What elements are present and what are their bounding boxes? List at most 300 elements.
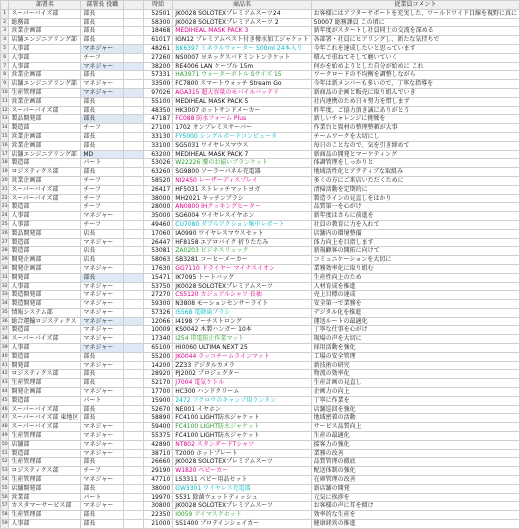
wage-cell[interactable]: 58300 bbox=[144, 18, 173, 27]
department-cell[interactable]: 製造部 bbox=[9, 247, 81, 256]
comment-cell[interactable]: 新規顧客の開拓に向けて bbox=[311, 247, 519, 256]
empty-cell[interactable] bbox=[124, 458, 144, 467]
empty-cell[interactable] bbox=[124, 141, 144, 150]
empty-cell[interactable] bbox=[124, 168, 144, 177]
wage-cell[interactable]: 15900 bbox=[144, 396, 173, 405]
empty-cell[interactable] bbox=[124, 467, 144, 476]
title-cell[interactable]: MD bbox=[81, 150, 124, 159]
title-cell[interactable]: 部長 bbox=[81, 36, 124, 45]
wage-cell[interactable]: 63200 bbox=[144, 150, 173, 159]
wage-cell[interactable]: 27260 bbox=[144, 53, 173, 62]
department-cell[interactable]: 人事部 bbox=[9, 53, 81, 62]
product-cell[interactable]: HI0060 ULTIMA NEXT 25 bbox=[173, 344, 311, 353]
department-cell[interactable]: 店舗部 bbox=[9, 440, 81, 449]
title-cell[interactable]: マネジャー bbox=[81, 423, 124, 432]
row-number[interactable]: 50 bbox=[1, 440, 9, 449]
product-cell[interactable]: SS1400 プロテインシェイカー bbox=[173, 520, 311, 529]
row-number[interactable]: 22 bbox=[1, 194, 9, 203]
row-number[interactable]: 29 bbox=[1, 256, 9, 265]
department-cell[interactable]: 情報システム部 bbox=[9, 308, 81, 317]
wage-cell[interactable]: 38710 bbox=[144, 449, 173, 458]
empty-cell[interactable] bbox=[124, 264, 144, 273]
comment-cell[interactable]: 今年は新メンバーも多いので、丁寧な指導を bbox=[311, 80, 519, 89]
comment-cell[interactable]: 業務効率化に取り組む bbox=[311, 264, 519, 273]
comment-cell[interactable]: 清掃活動を定期的に bbox=[311, 185, 519, 194]
product-cell[interactable]: ZZ33 デジタルカメラ bbox=[173, 361, 311, 370]
empty-cell[interactable] bbox=[124, 220, 144, 229]
comment-cell[interactable]: 業務の改善 bbox=[311, 449, 519, 458]
department-cell[interactable]: スーパーバイズ部 bbox=[9, 9, 81, 18]
wage-cell[interactable]: 38200 bbox=[144, 62, 173, 71]
comment-cell[interactable]: 在庫管理の改善 bbox=[311, 476, 519, 485]
product-cell[interactable]: IGN12 プレミアムベスト付き撥水加工ジャケット bbox=[173, 36, 311, 45]
product-cell[interactable]: HF8158 エアロバイク 折りたたみ bbox=[173, 238, 311, 247]
empty-cell[interactable] bbox=[124, 27, 144, 36]
product-cell[interactable]: IK7095 トートバッグ bbox=[173, 273, 311, 282]
title-cell[interactable]: 店長 bbox=[81, 247, 124, 256]
wage-cell[interactable]: 17700 bbox=[144, 388, 173, 397]
row-number[interactable]: 19 bbox=[1, 168, 9, 177]
empty-cell[interactable] bbox=[124, 449, 144, 458]
department-cell[interactable]: 営業企画部 bbox=[9, 27, 81, 36]
header-cell[interactable]: 部署名 bbox=[9, 1, 81, 10]
wage-cell[interactable]: 30800 bbox=[144, 502, 173, 511]
row-number[interactable]: 25 bbox=[1, 220, 9, 229]
empty-cell[interactable] bbox=[124, 229, 144, 238]
wage-cell[interactable]: 17340 bbox=[144, 335, 173, 344]
comment-cell[interactable]: ワークロードの不均衡を調整しながら bbox=[311, 71, 519, 80]
wage-cell[interactable]: 59400 bbox=[144, 423, 173, 432]
product-cell[interactable]: JK0028 SOLOTEXプレミアムスーツ bbox=[173, 282, 311, 291]
row-number[interactable]: 11 bbox=[1, 97, 9, 106]
row-number[interactable]: 4 bbox=[1, 36, 9, 45]
wage-cell[interactable]: 58520 bbox=[144, 176, 173, 185]
comment-cell[interactable]: 健康経営の推進 bbox=[311, 520, 519, 529]
comment-cell[interactable]: 元気に挨拶を bbox=[311, 493, 519, 502]
department-cell[interactable]: 開発企画部 bbox=[9, 388, 81, 397]
row-number[interactable]: 43 bbox=[1, 379, 9, 388]
title-cell[interactable]: マネジャー bbox=[81, 502, 124, 511]
product-cell[interactable]: 1702 オンプレミスサーバー bbox=[173, 124, 311, 133]
department-cell[interactable]: 総務部 bbox=[9, 18, 81, 27]
product-cell[interactable]: I5568 電動歯ブラシ bbox=[173, 308, 311, 317]
department-cell[interactable]: 店舗エンジニアリング部 bbox=[9, 80, 81, 89]
title-cell[interactable]: マネジャー bbox=[81, 440, 124, 449]
empty-cell[interactable] bbox=[124, 132, 144, 141]
department-cell[interactable]: スーパーバイズ部 bbox=[9, 185, 81, 194]
comment-cell[interactable]: 社員の教育に力を入れて bbox=[311, 220, 519, 229]
row-number[interactable]: 33 bbox=[1, 291, 9, 300]
product-cell[interactable]: KS0042 木製ハンガー 10本 bbox=[173, 326, 311, 335]
title-cell[interactable]: 部長 bbox=[81, 71, 124, 80]
title-cell[interactable]: 部長 bbox=[81, 273, 124, 282]
comment-cell[interactable]: 50007 総務課員 この頃に bbox=[311, 18, 519, 27]
product-cell[interactable]: HF5031 ストレッチマットヨガ bbox=[173, 185, 311, 194]
wage-cell[interactable]: 52170 bbox=[144, 379, 173, 388]
comment-cell[interactable]: 物流の効率化 bbox=[311, 370, 519, 379]
wage-cell[interactable]: 59300 bbox=[144, 300, 173, 309]
product-cell[interactable]: HC300 ハンドクリーム bbox=[173, 388, 311, 397]
comment-cell[interactable]: 新商品の企画と販売に取り組んでいき bbox=[311, 88, 519, 97]
wage-cell[interactable]: 26417 bbox=[144, 185, 173, 194]
header-cell[interactable] bbox=[124, 1, 144, 10]
row-number[interactable]: 42 bbox=[1, 370, 9, 379]
department-cell[interactable]: ロジスティクス部 bbox=[9, 168, 81, 177]
empty-cell[interactable] bbox=[124, 396, 144, 405]
row-number[interactable]: 46 bbox=[1, 405, 9, 414]
empty-cell[interactable] bbox=[124, 176, 144, 185]
wage-cell[interactable]: 33130 bbox=[144, 132, 173, 141]
empty-cell[interactable] bbox=[124, 247, 144, 256]
comment-cell[interactable]: 昨年度、ご協力頂き誠にありがとう bbox=[311, 106, 519, 115]
department-cell[interactable]: 人事部 bbox=[9, 44, 81, 53]
wage-cell[interactable]: 63260 bbox=[144, 168, 173, 177]
wage-cell[interactable]: 97026 bbox=[144, 88, 173, 97]
product-cell[interactable]: NE001 イヤホン bbox=[173, 405, 311, 414]
wage-cell[interactable]: 52670 bbox=[144, 405, 173, 414]
title-cell[interactable]: マネジャー bbox=[81, 62, 124, 71]
product-cell[interactable]: IA0990 ワイヤレスマウスセット bbox=[173, 229, 311, 238]
comment-cell[interactable]: 品質第一を心がけ bbox=[311, 203, 519, 212]
department-cell[interactable]: 営業企画部 bbox=[9, 176, 81, 185]
department-cell[interactable]: 製品開発部 bbox=[9, 115, 81, 124]
row-number[interactable]: 2 bbox=[1, 18, 9, 27]
comment-cell[interactable]: 新年度がスタートし社員同士の交流を深める bbox=[311, 27, 519, 36]
row-number[interactable]: 36 bbox=[1, 317, 9, 326]
wage-cell[interactable]: 48261 bbox=[144, 44, 173, 53]
comment-cell[interactable]: 体力向上を目指します bbox=[311, 238, 519, 247]
corner-cell[interactable] bbox=[1, 1, 9, 10]
product-cell[interactable]: MEDIHEAL MASK PACK 3 bbox=[173, 27, 311, 36]
empty-cell[interactable] bbox=[124, 440, 144, 449]
row-number[interactable]: 14 bbox=[1, 124, 9, 133]
wage-cell[interactable]: 18468 bbox=[144, 27, 173, 36]
row-number[interactable]: 32 bbox=[1, 282, 9, 291]
empty-cell[interactable] bbox=[124, 62, 144, 71]
department-cell[interactable]: 人事部 bbox=[9, 520, 81, 529]
department-cell[interactable]: 製品開発部 bbox=[9, 229, 81, 238]
department-cell[interactable]: 営業企画部 bbox=[9, 132, 81, 141]
wage-cell[interactable]: 21000 bbox=[144, 520, 173, 529]
title-cell[interactable]: パート bbox=[81, 159, 124, 168]
comment-cell[interactable]: 体調管理をしっかりと bbox=[311, 159, 519, 168]
wage-cell[interactable]: 33500 bbox=[144, 80, 173, 89]
department-cell[interactable]: 営業企画部 bbox=[9, 141, 81, 150]
product-cell[interactable]: AGA315 超大容量のモバイルバッテリ bbox=[173, 88, 311, 97]
title-cell[interactable]: チーフ bbox=[81, 53, 124, 62]
comment-cell[interactable]: 作業台と資材の整理整頓が大事 bbox=[311, 124, 519, 133]
department-cell[interactable]: ロジスティクス部 bbox=[9, 370, 81, 379]
product-cell[interactable]: FC4100 LIGHT防水ジャケット bbox=[173, 432, 311, 441]
department-cell[interactable]: 人事部 bbox=[9, 220, 81, 229]
row-number[interactable]: 7 bbox=[1, 62, 9, 71]
wage-cell[interactable]: 53750 bbox=[144, 282, 173, 291]
comment-cell[interactable]: 店舗内の環境整備 bbox=[311, 229, 519, 238]
product-cell[interactable]: SG9800 ソーラーパネル充電器 bbox=[173, 168, 311, 177]
product-cell[interactable]: SG6004 ワイヤレスイヤホン bbox=[173, 212, 311, 221]
department-cell[interactable]: 製造部 bbox=[9, 352, 81, 361]
wage-cell[interactable]: 55100 bbox=[144, 97, 173, 106]
row-number[interactable]: 52 bbox=[1, 458, 9, 467]
product-cell[interactable]: 2472 フクロウのキャンプ用ランタン bbox=[173, 396, 311, 405]
product-cell[interactable]: I0059 アイマスクホット bbox=[173, 511, 311, 520]
title-cell[interactable]: マネジャー bbox=[81, 449, 124, 458]
title-cell[interactable]: 部長 bbox=[81, 27, 124, 36]
title-cell[interactable]: 部長 bbox=[81, 370, 124, 379]
department-cell[interactable]: スーパーバイズ部 bbox=[9, 335, 81, 344]
wage-cell[interactable]: 55200 bbox=[144, 352, 173, 361]
empty-cell[interactable] bbox=[124, 97, 144, 106]
product-cell[interactable]: HA3971 ウォーターボトル Sサイズ 15 bbox=[173, 71, 311, 80]
comment-cell[interactable]: 各部署・社員にヒアリングし、新たな気持ちで bbox=[311, 36, 519, 45]
empty-cell[interactable] bbox=[124, 256, 144, 265]
wage-cell[interactable]: 53081 bbox=[144, 247, 173, 256]
empty-cell[interactable] bbox=[124, 335, 144, 344]
comment-cell[interactable]: チームワークを大切にし bbox=[311, 132, 519, 141]
comment-cell[interactable]: 丁寧に作業を bbox=[311, 396, 519, 405]
title-cell[interactable]: 部長 bbox=[81, 115, 124, 124]
title-cell[interactable]: マネジャー bbox=[81, 432, 124, 441]
empty-cell[interactable] bbox=[124, 352, 144, 361]
title-cell[interactable]: 部長 bbox=[81, 9, 124, 18]
title-cell[interactable]: マネジャー bbox=[81, 308, 124, 317]
empty-cell[interactable] bbox=[124, 273, 144, 282]
title-cell[interactable]: 部長 bbox=[81, 168, 124, 177]
department-cell[interactable]: 製造部 bbox=[9, 326, 81, 335]
product-cell[interactable]: ZA0203 ビジネスリュック bbox=[173, 247, 311, 256]
empty-cell[interactable] bbox=[124, 238, 144, 247]
title-cell[interactable]: 部長 bbox=[81, 97, 124, 106]
comment-cell[interactable]: 毎日のことなので、気を引き締めて bbox=[311, 141, 519, 150]
empty-cell[interactable] bbox=[124, 291, 144, 300]
row-number[interactable]: 35 bbox=[1, 308, 9, 317]
row-number[interactable]: 28 bbox=[1, 247, 9, 256]
department-cell[interactable]: 開発部 bbox=[9, 273, 81, 282]
product-cell[interactable]: HK3007 ホットサンドメーカー bbox=[173, 106, 311, 115]
comment-cell[interactable]: 工場の安全管理 bbox=[311, 352, 519, 361]
empty-cell[interactable] bbox=[124, 53, 144, 62]
empty-cell[interactable] bbox=[124, 520, 144, 529]
row-number[interactable]: 13 bbox=[1, 115, 9, 124]
product-cell[interactable]: AN0800 IHクッキングヒーター bbox=[173, 203, 311, 212]
empty-cell[interactable] bbox=[124, 344, 144, 353]
title-cell[interactable]: パート bbox=[81, 493, 124, 502]
row-number[interactable]: 31 bbox=[1, 273, 9, 282]
department-cell[interactable]: 製造開発部 bbox=[9, 300, 81, 309]
wage-cell[interactable]: 61017 bbox=[144, 36, 173, 45]
empty-cell[interactable] bbox=[124, 432, 144, 441]
row-number[interactable]: 26 bbox=[1, 229, 9, 238]
product-cell[interactable]: LS3311 ベビー用品セット bbox=[173, 476, 311, 485]
wage-cell[interactable]: 57331 bbox=[144, 71, 173, 80]
title-cell[interactable]: マネジャー bbox=[81, 344, 124, 353]
product-cell[interactable]: JK0028 SOLOTEXプレミアムスーツ24 bbox=[173, 9, 311, 18]
wage-cell[interactable]: 65100 bbox=[144, 344, 173, 353]
product-cell[interactable]: J7004 電気ケトル bbox=[173, 379, 311, 388]
product-cell[interactable]: FC7800 スマートウォッチ Stream Go bbox=[173, 80, 311, 89]
wage-cell[interactable]: 26447 bbox=[144, 238, 173, 247]
empty-cell[interactable] bbox=[124, 88, 144, 97]
product-cell[interactable]: SB3281 コーヒーメーカー bbox=[173, 256, 311, 265]
wage-cell[interactable]: 47187 bbox=[144, 115, 173, 124]
department-cell[interactable]: 製造部 bbox=[9, 396, 81, 405]
department-cell[interactable]: 開発企画部 bbox=[9, 256, 81, 265]
comment-cell[interactable]: 新店舗の開発 bbox=[311, 484, 519, 493]
row-number[interactable]: 44 bbox=[1, 388, 9, 397]
title-cell[interactable]: マネジャー bbox=[81, 300, 124, 309]
product-cell[interactable]: NI2450 レーザーディスプレイ bbox=[173, 176, 311, 185]
product-cell[interactable]: MEDIHEAL MASK PACK 5 bbox=[173, 97, 311, 106]
comment-cell[interactable]: 生産の最適化 bbox=[311, 432, 519, 441]
title-cell[interactable]: 部長 bbox=[81, 405, 124, 414]
product-cell[interactable]: NT802 スタンダードTシャツ bbox=[173, 440, 311, 449]
wage-cell[interactable]: 17060 bbox=[144, 229, 173, 238]
title-cell[interactable]: チーフ bbox=[81, 176, 124, 185]
department-cell[interactable]: スーパーバイズ部 bbox=[9, 405, 81, 414]
title-cell[interactable]: 部長 bbox=[81, 18, 124, 27]
wage-cell[interactable]: 58890 bbox=[144, 414, 173, 423]
row-number[interactable]: 51 bbox=[1, 449, 9, 458]
wage-cell[interactable]: 29190 bbox=[144, 467, 173, 476]
title-cell[interactable]: マネジャー bbox=[81, 212, 124, 221]
comment-cell[interactable]: 新しいチャレンジに挑戦を bbox=[311, 115, 519, 124]
product-cell[interactable]: FC088 防水フォーム Plus bbox=[173, 115, 311, 124]
department-cell[interactable]: 店舗エンジニアリング部 bbox=[9, 36, 81, 45]
department-cell[interactable]: スーパーバイズ部 bbox=[9, 194, 81, 203]
comment-cell[interactable]: お客様の声に耳を傾け bbox=[311, 502, 519, 511]
product-cell[interactable]: SG5031 ワイヤレスマウス bbox=[173, 141, 311, 150]
comment-cell[interactable]: 製造ラインの見直しをはかり bbox=[311, 194, 519, 203]
title-cell[interactable]: マネジャー bbox=[81, 264, 124, 273]
empty-cell[interactable] bbox=[124, 185, 144, 194]
empty-cell[interactable] bbox=[124, 361, 144, 370]
title-cell[interactable]: チーフ bbox=[81, 194, 124, 203]
empty-cell[interactable] bbox=[124, 9, 144, 18]
title-cell[interactable]: 部長 bbox=[81, 511, 124, 520]
product-cell[interactable]: GW3301 ワイヤレス充電器 bbox=[173, 484, 311, 493]
department-cell[interactable]: 開発部 bbox=[9, 361, 81, 370]
department-cell[interactable]: 生産管理部 bbox=[9, 432, 81, 441]
title-cell[interactable]: マネジャー bbox=[81, 44, 124, 53]
title-cell[interactable]: マネジャー bbox=[81, 88, 124, 97]
row-number[interactable]: 20 bbox=[1, 176, 9, 185]
row-number[interactable]: 48 bbox=[1, 423, 9, 432]
wage-cell[interactable]: 12066 bbox=[144, 317, 173, 326]
comment-cell[interactable]: 新技術の研究 bbox=[311, 361, 519, 370]
wage-cell[interactable]: 26660 bbox=[144, 458, 173, 467]
title-cell[interactable]: 部長 bbox=[81, 106, 124, 115]
product-cell[interactable]: W1820 ベビーカー bbox=[173, 467, 311, 476]
empty-cell[interactable] bbox=[124, 203, 144, 212]
department-cell[interactable]: 製造部 bbox=[9, 203, 81, 212]
wage-cell[interactable]: 28920 bbox=[144, 370, 173, 379]
department-cell[interactable]: 店舗エンジニアリング部 bbox=[9, 150, 81, 159]
title-cell[interactable]: 部長 bbox=[81, 458, 124, 467]
row-number[interactable]: 47 bbox=[1, 414, 9, 423]
product-cell[interactable]: MEDIHEAL MASK PACK 7 bbox=[173, 150, 311, 159]
department-cell[interactable]: 生産管理部 bbox=[9, 88, 81, 97]
empty-cell[interactable] bbox=[124, 308, 144, 317]
empty-cell[interactable] bbox=[124, 44, 144, 53]
comment-cell[interactable]: 接客力の強化 bbox=[311, 440, 519, 449]
row-number[interactable]: 39 bbox=[1, 344, 9, 353]
title-cell[interactable]: マネジャー bbox=[81, 80, 124, 89]
title-cell[interactable]: 部長 bbox=[81, 414, 124, 423]
title-cell[interactable]: 部長 bbox=[81, 379, 124, 388]
comment-cell[interactable]: サービス品質向上 bbox=[311, 423, 519, 432]
comment-cell[interactable]: 今年これを達成したいと思っています bbox=[311, 44, 519, 53]
department-cell[interactable]: 店舗開発部 bbox=[9, 484, 81, 493]
product-cell[interactable]: CU7080 ダブルアクション集中レポート bbox=[173, 220, 311, 229]
comment-cell[interactable]: 人材育成を推進 bbox=[311, 282, 519, 291]
title-cell[interactable]: チーフ bbox=[81, 124, 124, 133]
row-number[interactable]: 37 bbox=[1, 326, 9, 335]
wage-cell[interactable]: 22350 bbox=[144, 511, 173, 520]
row-number[interactable]: 10 bbox=[1, 88, 9, 97]
row-number[interactable]: 6 bbox=[1, 53, 9, 62]
comment-cell[interactable]: 何かを始めようとした自分が始めに これ bbox=[311, 62, 519, 71]
comment-cell[interactable]: お客様にはアフターサポートを充実した、ワールドワイド目線を視野に真に bbox=[311, 9, 519, 18]
empty-cell[interactable] bbox=[124, 379, 144, 388]
title-cell[interactable]: マネジャー bbox=[81, 361, 124, 370]
comment-cell[interactable]: 安全第一で業務を bbox=[311, 300, 519, 309]
product-cell[interactable]: NS0007 ヨネックスバドミントンラケット bbox=[173, 53, 311, 62]
title-cell[interactable]: 部長 bbox=[81, 352, 124, 361]
empty-cell[interactable] bbox=[124, 388, 144, 397]
empty-cell[interactable] bbox=[124, 414, 144, 423]
department-cell[interactable]: スーパーバイズ部 bbox=[9, 106, 81, 115]
product-cell[interactable]: RE4006 LAN ケーブル 15m bbox=[173, 62, 311, 71]
title-cell[interactable]: 店長 bbox=[81, 229, 124, 238]
comment-cell[interactable]: 売上目標の達成 bbox=[311, 291, 519, 300]
comment-cell[interactable]: 運送ルートの最適化 bbox=[311, 317, 519, 326]
title-cell[interactable]: マネジャー bbox=[81, 317, 124, 326]
department-cell[interactable]: 生産管理部 bbox=[9, 476, 81, 485]
department-cell[interactable]: 営業企画部 bbox=[9, 97, 81, 106]
empty-cell[interactable] bbox=[124, 511, 144, 520]
product-cell[interactable]: GG7110 ドライヤー マイナスイオン bbox=[173, 264, 311, 273]
empty-cell[interactable] bbox=[124, 317, 144, 326]
empty-cell[interactable] bbox=[124, 370, 144, 379]
comment-cell[interactable]: 新商品の開発とマーケティング bbox=[311, 150, 519, 159]
wage-cell[interactable]: 49460 bbox=[144, 220, 173, 229]
empty-cell[interactable] bbox=[124, 282, 144, 291]
comment-cell[interactable]: 地域密着の活動 bbox=[311, 414, 519, 423]
comment-cell[interactable]: 生産性向上のため bbox=[311, 273, 519, 282]
wage-cell[interactable]: 58063 bbox=[144, 256, 173, 265]
wage-cell[interactable]: 57326 bbox=[144, 308, 173, 317]
title-cell[interactable]: マネジャー bbox=[81, 388, 124, 397]
empty-cell[interactable] bbox=[124, 326, 144, 335]
comment-cell[interactable]: コミュニケーションを大切に bbox=[311, 256, 519, 265]
product-cell[interactable]: T2000 ホットプレート bbox=[173, 449, 311, 458]
product-cell[interactable]: FY5000 シングルボードコンピュータ bbox=[173, 132, 311, 141]
row-number[interactable]: 54 bbox=[1, 476, 9, 485]
wage-cell[interactable]: 53026 bbox=[144, 159, 173, 168]
header-cell[interactable]: 時給 bbox=[144, 1, 173, 10]
empty-cell[interactable] bbox=[124, 212, 144, 221]
comment-cell[interactable]: 店舗巡回を強化 bbox=[311, 405, 519, 414]
wage-cell[interactable]: 14200 bbox=[144, 361, 173, 370]
header-cell[interactable]: 部署長 役職 bbox=[81, 1, 124, 10]
title-cell[interactable]: チーフ bbox=[81, 467, 124, 476]
row-number[interactable]: 5 bbox=[1, 44, 9, 53]
empty-cell[interactable] bbox=[124, 502, 144, 511]
department-cell[interactable]: 人事部 bbox=[9, 282, 81, 291]
product-cell[interactable]: PJ2002 プロジェクター bbox=[173, 370, 311, 379]
department-cell[interactable]: 生産管理部 bbox=[9, 458, 81, 467]
product-cell[interactable]: JK0044 ラッコチームラインマット bbox=[173, 352, 311, 361]
